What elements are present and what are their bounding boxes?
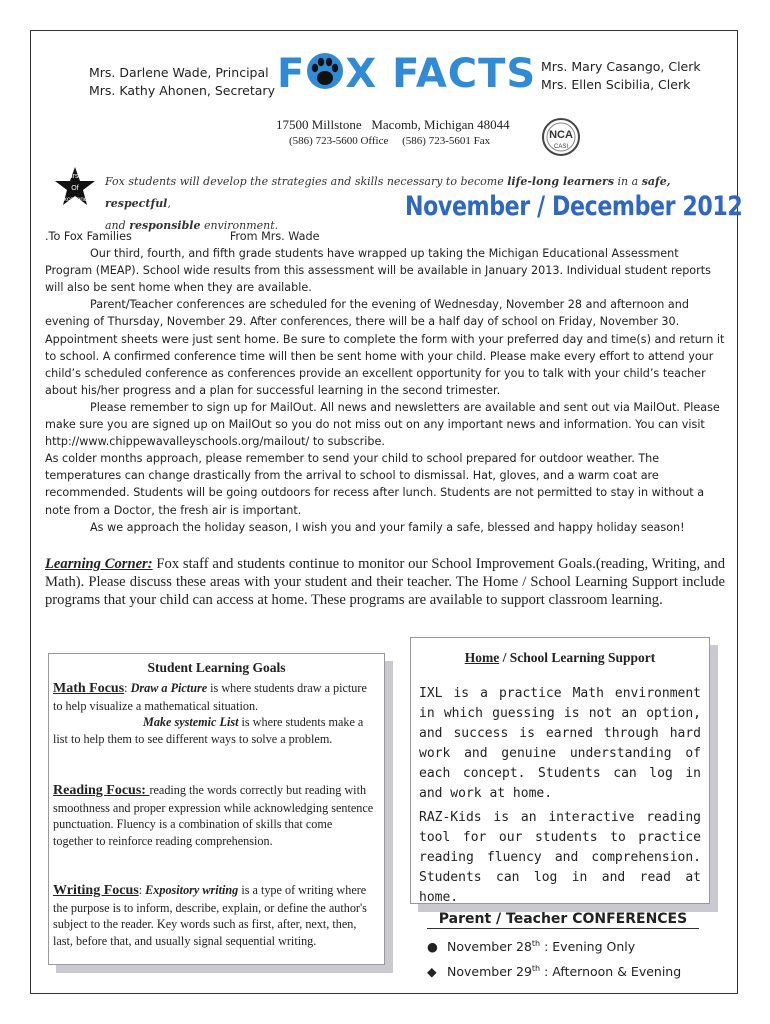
- administration-block: [89, 64, 275, 100]
- bullet-icon: ●: [427, 939, 438, 955]
- learning-corner: [45, 555, 725, 609]
- conferences-title: Parent / Teacher CONFERENCES: [427, 911, 699, 929]
- letter-paragraph: As colder months approach, please remember to send your child to school prepared for outdoor weather. The temperatures can change drastically from the arrival to school to dismissal. Hat, gloves, and a warm coat are recommended. Students will be going outdoors for recess after lunch. Students are not permitted to stay in without a note from a Doctor, the fresh air is important.: [45, 452, 705, 517]
- learning-corner-text: Fox staff and students continue to monitor our School Improvement Goals.(reading, Writing, and Math). Please discuss these areas with your student and their teacher. The Home / School Learning Support include programs that your child can access at home. These programs are available to support classroom learning.: [45, 556, 725, 608]
- logo-word-2: Of: [71, 185, 79, 192]
- conferences-block: [413, 911, 713, 983]
- learning-corner-label: Learning Corner:: [45, 556, 153, 572]
- nca-casi-seal-icon: [541, 117, 581, 157]
- issue-date-headline: November / December 2012: [405, 191, 743, 222]
- street-address: 17500 Millstone: [276, 117, 362, 132]
- math-focus: Math Focus: Draw a Picture is where students draw a picture to help visualize a mathematical situation. Make systemic List is where students make a list to help them to see different ways to solve a problem.: [53, 681, 367, 746]
- raz-kids-description: RAZ-Kids is an interactive reading tool for our students to practice reading fluency and comprehension. Students can log in and read at home.: [419, 810, 701, 905]
- clerks-block: [541, 58, 701, 94]
- nca-text: NCA: [549, 129, 573, 141]
- logo-word-3: Excellence: [59, 196, 91, 203]
- conference-item: ● November 28th : Evening Only: [427, 933, 713, 958]
- clerk-2-name: Mrs. Ellen Scibilia, Clerk: [541, 77, 691, 92]
- bullet-icon: ◆: [427, 964, 437, 980]
- letter-paragraph: Please remember to sign up for MailOut. All news and newsletters are available and sent out via MailOut. Please make sure you are signed up on MailOut so you do not miss out on any important news and information. You can visit http://www.chippewavalleyschools.org/mailout/ to subscribe.: [45, 400, 720, 449]
- office-phone: (586) 723-5600 Office: [289, 135, 389, 147]
- logo-word-1: Pursuit: [64, 173, 86, 180]
- conference-list: [427, 933, 713, 983]
- fax-number: (586) 723-5601 Fax: [402, 135, 491, 147]
- student-learning-goals-box: [48, 653, 385, 965]
- letter-salutation: .To Fox Families From Mrs. Wade: [45, 230, 320, 243]
- principal-name: Mrs. Darlene Wade, Principal: [89, 65, 269, 80]
- pursuit-of-excellence-logo: [51, 165, 99, 211]
- principal-letter: [45, 228, 727, 536]
- reading-focus: Reading Focus: reading the words correctly but reading with smoothness and proper expression while acknowledging sentence punctuation. Fluency is a combination of skills that come together to reinforce reading comprehension.: [53, 783, 374, 848]
- mission-statement: Fox students will develop the strategies and skills necessary to become life-long learners in a safe, respectful, and responsible environment.: [105, 175, 671, 232]
- school-address: [276, 117, 510, 133]
- support-title: Home / School Learning Support: [464, 650, 656, 665]
- phone-numbers: [289, 135, 490, 147]
- city-address: Macomb, Michigan 48044: [371, 117, 510, 132]
- ixl-description: IXL is a practice Math environment in which guessing is not an option, and success is earned through hard work and genuine understanding of each concept. Students can log in and work at home.: [419, 686, 701, 801]
- goals-title: Student Learning Goals: [147, 660, 286, 675]
- letter-paragraph: Our third, fourth, and fifth grade students have wrapped up taking the Michigan Educational Assessment Program (MEAP). School wide results from this assessment will be available in January 2013. Individual student reports will also be sent home when they are available.: [45, 247, 711, 295]
- letter-paragraph: Parent/Teacher conferences are scheduled for the evening of Wednesday, November 28 and afternoon and evening of Thursday, November 29. After conferences, there will be a half day of school on Friday, November 30. Appointment sheets were just sent home. Be sure to complete the form with your preferred day and time(s) and return it to school. A confirmed conference time will then be sent home with your child. Please make every effort to attend your child’s scheduled conference as conferences provide an excellent opportunity for you to talk with your child’s teacher about his/her progress and a plan for successful learning in the second trimester.: [45, 298, 725, 397]
- conference-item: ◆ November 29th : Afternoon & Evening: [427, 958, 713, 983]
- secretary-name: Mrs. Kathy Ahonen, Secretary: [89, 83, 275, 98]
- writing-focus: Writing Focus: Expository writing is a type of writing where the purpose is to inform, describe, explain, or define the author's subject to the reader. Key words such as first, after, next, then, last, before that, and usually signal sequential writing.: [53, 883, 367, 948]
- newsletter-page: [30, 30, 743, 994]
- home-school-support-box: [410, 637, 710, 904]
- letter-paragraph: As we approach the holiday season, I wish you and your family a safe, blessed and happy holiday season!: [90, 520, 685, 534]
- paw-print-icon: [305, 49, 345, 93]
- casi-text: CASI: [553, 144, 569, 150]
- fox-facts-logo: F X FACTS: [277, 51, 537, 97]
- clerk-1-name: Mrs. Mary Casango, Clerk: [541, 59, 701, 74]
